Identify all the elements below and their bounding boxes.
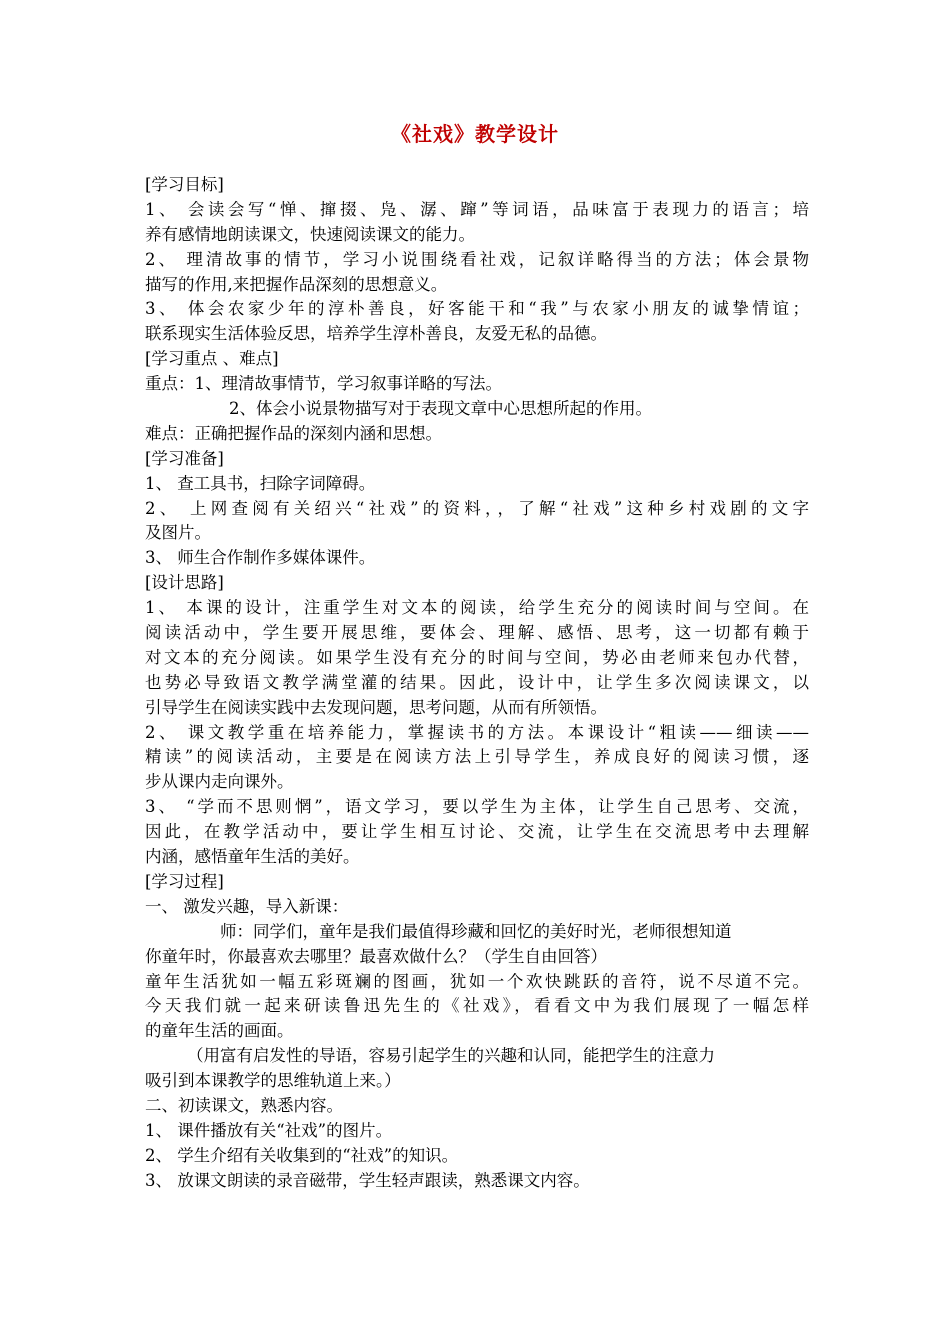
paragraph-line: 的童年生活的画面。 (145, 1021, 294, 1041)
paragraph-line: （用富有启发性的导语，容易引起学生的兴趣和认同，能把学生的注意力 (187, 1046, 715, 1066)
paragraph-line: 1、 查工具书，扫除字词障碍。 (145, 473, 376, 493)
paragraph-line: 1、 本课的设计，注重学生对文本的阅读，给学生充分的阅读时间与空间。在 (145, 598, 809, 618)
paragraph-line: 童年生活犹如一幅五彩斑斓的图画，犹如一个欢快跳跃的音符，说不尽道不完。 (145, 971, 809, 991)
paragraph-line: 你童年时，你最喜欢去哪里？最喜欢做什么？（学生自由回答） (145, 946, 607, 966)
paragraph-line: 引导学生在阅读实践中去发现问题，思考问题，从而有所领悟。 (145, 697, 607, 717)
document-body (145, 173, 809, 1194)
paragraph-line: 1、 会读会写“惮、撺掇、凫、潺、蹿”等词语，品味富于表现力的语言；培 (145, 199, 809, 219)
paragraph-line: 2、 理清故事的情节，学习小说围绕看社戏，记叙详略得当的方法；体会景物 (145, 249, 809, 269)
paragraph-line: 养有感情地朗读课文，快速阅读课文的能力。 (145, 224, 475, 244)
paragraph-line: 一、 激发兴趣，导入新课： (145, 896, 349, 916)
paragraph-line: 3、 放课文朗读的录音磁带，学生轻声跟读，熟悉课文内容。 (145, 1170, 590, 1190)
section-heading: [学习目标] (145, 175, 224, 194)
section-heading: [学习准备] (145, 448, 224, 468)
paragraph-line: 描写的作用,来把握作品深刻的思想意义。 (145, 274, 448, 294)
paragraph-line: 难点：正确把握作品的深刻内涵和思想。 (145, 423, 442, 443)
paragraph-line: 2、体会小说景物描写对于表现文章中心思想所起的作用。 (229, 399, 652, 419)
paragraph-line: 3、 “学而不思则惘”，语文学习，要以学生为主体，让学生自己思考、交流， (145, 797, 809, 817)
section-heading: [学习重点 、难点] (145, 349, 279, 369)
paragraph-line: 今天我们就一起来研读鲁迅先生的《社戏》，看看文中为我们展现了一幅怎样 (145, 996, 809, 1016)
section-heading: [学习过程] (145, 871, 224, 891)
paragraph-line: 阅读活动中，学生要开展思维，要体会、理解、感悟、思考，这一切都有赖于 (145, 623, 809, 643)
paragraph-line: 吸引到本课教学的思维轨道上来。） (145, 1071, 401, 1091)
paragraph-line: 内涵，感悟童年生活的美好。 (145, 847, 360, 867)
paragraph-line: 二、初读课文，熟悉内容。 (145, 1095, 343, 1115)
paragraph-line: 对文本的充分阅读。如果学生没有充分的时间与空间，势必由老师来包办代替， (145, 647, 809, 667)
paragraph-line: 2、 课文教学重在培养能力，掌握读书的方法。本课设计“粗读——细读—— (145, 722, 809, 742)
paragraph-line: 精读”的阅读活动，主要是在阅读方法上引导学生，养成良好的阅读习惯，逐 (145, 747, 809, 767)
paragraph-line: 因此，在教学活动中，要让学生相互讨论、交流，让学生在交流思考中去理解 (145, 822, 809, 842)
paragraph-line: 3、 体会农家少年的淳朴善良，好客能干和“我”与农家小朋友的诚挚情谊； (145, 299, 809, 319)
paragraph-line: 联系现实生活体验反思，培养学生淳朴善良，友爱无私的品德。 (145, 324, 607, 344)
paragraph-line: 3、 师生合作制作多媒体课件。 (145, 548, 376, 568)
paragraph-line: 2、 上网查阅有关绍兴“社戏”的资料，，了解“社戏”这种乡村戏剧的文字 (145, 498, 809, 518)
paragraph-line: 2、 学生介绍有关收集到的“社戏”的知识。 (145, 1145, 459, 1165)
paragraph-line: 重点：1、理清故事情节，学习叙事详略的写法。 (145, 374, 502, 394)
paragraph-line: 1、 课件播放有关“社戏”的图片。 (145, 1120, 393, 1140)
paragraph-line: 师：同学们，童年是我们最值得珍藏和回忆的美好时光，老师很想知道 (220, 921, 732, 941)
paragraph-line: 也势必导致语文教学满堂灌的结果。因此，设计中，让学生多次阅读课文，以 (145, 672, 809, 692)
document-title: 《社戏》教学设计 (391, 122, 559, 146)
paragraph-line: 及图片。 (145, 523, 211, 543)
section-heading: [设计思路] (145, 573, 224, 593)
paragraph-line: 步从课内走向课外。 (145, 772, 294, 792)
